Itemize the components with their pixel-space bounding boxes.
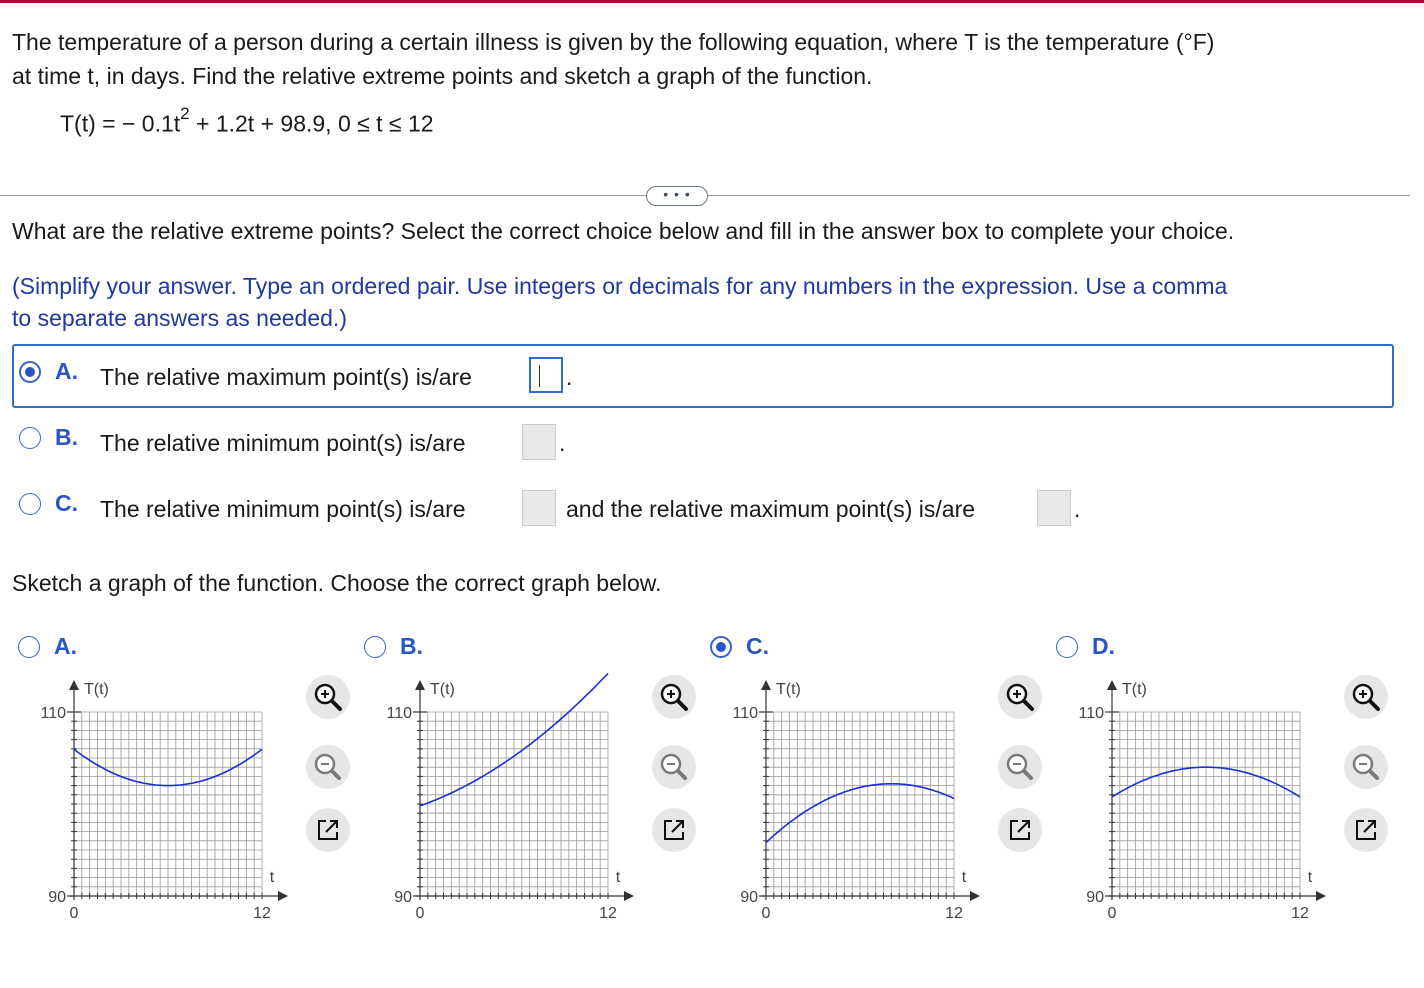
graph-d-zoom-out-button[interactable] (1344, 745, 1388, 789)
x-max-tick-label: 12 (945, 905, 963, 922)
zoom-out-icon (652, 745, 696, 789)
popout-icon (1344, 808, 1388, 852)
popout-icon (652, 808, 696, 852)
graph-d-radio[interactable] (1056, 636, 1078, 658)
graph-d-letter: D. (1092, 633, 1115, 659)
y-min-tick-label: 90 (1086, 889, 1104, 906)
hint-line-1: (Simplify your answer. Type an ordered pair. Use integers or decimals for any numbers in the expression. Use a comma (12, 273, 1228, 299)
question-line-2: at time t, in days. Find the relative extreme points and sketch a graph of the function. (12, 63, 873, 89)
x-min-tick-label: 0 (415, 905, 425, 922)
graph-c-letter: C. (746, 633, 769, 659)
y-axis-label: T(t) (776, 681, 801, 698)
option-b-radio[interactable] (19, 427, 41, 449)
sketch-prompt: Sketch a graph of the function. Choose the correct graph below. (12, 570, 662, 596)
option-c-min-answer-input[interactable] (522, 490, 556, 526)
x-axis-arrow (624, 891, 634, 901)
graph-a-popout-button[interactable] (306, 808, 350, 852)
x-axis-arrow (278, 891, 288, 901)
option-b-letter: B. (55, 424, 78, 450)
popout-icon (998, 808, 1042, 852)
x-min-tick-label: 0 (69, 905, 79, 922)
graph-a-radio[interactable] (18, 636, 40, 658)
y-axis-arrow (69, 680, 79, 690)
option-c-radio[interactable] (19, 493, 41, 515)
x-max-tick-label: 12 (599, 905, 617, 922)
option-a-radio[interactable] (19, 361, 41, 383)
graph-c-zoom-out-button[interactable] (998, 745, 1042, 789)
x-axis-arrow (970, 891, 980, 901)
x-max-tick-label: 12 (1291, 905, 1309, 922)
question-line-1: The temperature of a person during a certain illness is given by the following equation, where T is the temperature (°F) (12, 29, 1215, 55)
x-axis-label: t (1307, 869, 1313, 886)
option-a-letter: A. (55, 358, 78, 384)
zoom-in-icon (1344, 675, 1388, 719)
graph-b-radio[interactable] (364, 636, 386, 658)
zoom-out-icon (998, 745, 1042, 789)
graph-b-popout-button[interactable] (652, 808, 696, 852)
y-axis-label: T(t) (84, 681, 109, 698)
y-max-tick-label: 110 (732, 705, 758, 722)
y-min-tick-label: 90 (740, 889, 758, 906)
graph-c-zoom-in-button[interactable] (998, 675, 1042, 719)
x-max-tick-label: 12 (253, 905, 271, 922)
graph-d (1038, 676, 1338, 926)
y-axis-arrow (1107, 680, 1117, 690)
y-min-tick-label: 90 (48, 889, 66, 906)
graph-a-zoom-in-button[interactable] (306, 675, 350, 719)
zoom-out-icon (1344, 745, 1388, 789)
graph-d-zoom-in-button[interactable] (1344, 675, 1388, 719)
graph-a (0, 676, 300, 926)
graph-b-zoom-out-button[interactable] (652, 745, 696, 789)
answer-hint (12, 270, 1227, 334)
graph-d-popout-button[interactable] (1344, 808, 1388, 852)
equation-suffix: + 1.2t + 98.9, 0 ≤ t ≤ 12 (189, 110, 434, 137)
popout-icon (306, 808, 350, 852)
part1-prompt-cutoff: What are the relative extreme points? Select the correct choice below and fill in the answer box to complete your choice. (12, 218, 1235, 244)
option-b-period: . (559, 430, 566, 456)
graph-b-zoom-in-button[interactable] (652, 675, 696, 719)
graph-a-zoom-out-button[interactable] (306, 745, 350, 789)
x-axis-label: t (615, 869, 621, 886)
y-min-tick-label: 90 (394, 889, 412, 906)
option-a-answer-input[interactable] (529, 357, 563, 393)
graph-a-letter: A. (54, 633, 77, 659)
x-axis-arrow (1316, 891, 1326, 901)
y-axis-arrow (415, 680, 425, 690)
x-axis-label: t (269, 869, 275, 886)
zoom-in-icon (998, 675, 1042, 719)
graph-b (346, 676, 646, 926)
zoom-in-icon (306, 675, 350, 719)
equation (60, 104, 434, 138)
option-c-text-2: and the relative maximum point(s) is/are (566, 496, 976, 522)
option-c-letter: C. (55, 490, 78, 516)
top-accent-bar (0, 0, 1424, 3)
x-min-tick-label: 0 (1107, 905, 1117, 922)
option-c-max-answer-input[interactable] (1037, 490, 1071, 526)
option-a-period: . (566, 364, 573, 390)
y-axis-arrow (761, 680, 771, 690)
y-axis-label: T(t) (1122, 681, 1147, 698)
hint-line-2: to separate answers as needed.) (12, 305, 347, 331)
equation-prefix: T(t) = − 0.1t (60, 110, 181, 137)
option-a-text: The relative maximum point(s) is/are (100, 364, 472, 390)
y-max-tick-label: 110 (40, 705, 66, 722)
option-b-text: The relative minimum point(s) is/are (100, 430, 466, 456)
option-b-answer-input[interactable] (522, 424, 556, 460)
x-axis-label: t (961, 869, 967, 886)
zoom-in-icon (652, 675, 696, 719)
equation-exponent: 2 (180, 104, 190, 123)
graph-c (692, 676, 992, 926)
zoom-out-icon (306, 745, 350, 789)
option-c-text: The relative minimum point(s) is/are (100, 496, 466, 522)
expand-more-button[interactable]: • • • (646, 186, 708, 206)
option-c-period: . (1074, 496, 1081, 522)
graph-b-letter: B. (400, 633, 423, 659)
graph-c-popout-button[interactable] (998, 808, 1042, 852)
graph-c-radio[interactable] (710, 636, 732, 658)
y-max-tick-label: 110 (386, 705, 412, 722)
x-min-tick-label: 0 (761, 905, 771, 922)
y-axis-label: T(t) (430, 681, 455, 698)
y-max-tick-label: 110 (1078, 705, 1104, 722)
